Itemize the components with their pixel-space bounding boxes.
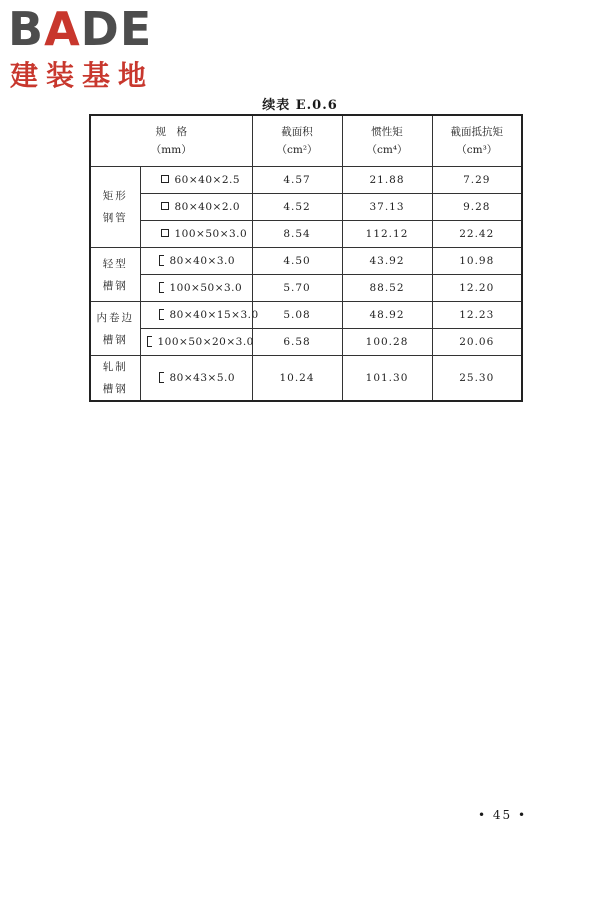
- spec-value: 80×40×15×3.0: [169, 309, 259, 321]
- table-row: [90, 275, 522, 302]
- channel-section-icon: [159, 309, 164, 320]
- header-inertia: [342, 115, 432, 167]
- area-value: 5.08: [252, 302, 342, 329]
- modulus-value: 22.42: [432, 221, 522, 248]
- modulus-value: 7.29: [432, 167, 522, 194]
- group-name-line2: 槽钢: [102, 333, 128, 346]
- modulus-value: 10.98: [432, 248, 522, 275]
- logo-subtitle: 建装基地: [10, 59, 155, 92]
- channel-section-icon: [159, 255, 164, 266]
- header-spec-unit: （mm）: [150, 144, 192, 156]
- inertia-value: 101.30: [342, 356, 432, 402]
- table-row: [90, 167, 522, 194]
- header-spec-label: 规 格: [155, 126, 187, 138]
- channel-section-icon: [159, 372, 164, 383]
- rect-tube-section-icon: [161, 175, 169, 183]
- area-value: 5.70: [252, 275, 342, 302]
- inertia-value: 100.28: [342, 329, 432, 356]
- table-row: [90, 329, 522, 356]
- table-body: [90, 167, 522, 402]
- modulus-value: 25.30: [432, 356, 522, 402]
- group-name-line1: 轧制: [102, 361, 128, 373]
- inertia-value: 88.52: [342, 275, 432, 302]
- page-number: • 45 •: [478, 808, 528, 822]
- group-name-line2: 槽钢: [102, 383, 128, 395]
- channel-section-icon: [159, 282, 164, 293]
- group-name-line2: 槽钢: [102, 279, 128, 292]
- group-name-line1: 矩形: [102, 190, 128, 202]
- spec-cell: [140, 329, 252, 356]
- inertia-value: 21.88: [342, 167, 432, 194]
- logo-brand: BADE: [8, 2, 153, 56]
- modulus-value: 20.06: [432, 329, 522, 356]
- spec-value: 80×43×5.0: [169, 372, 236, 384]
- area-value: 10.24: [252, 356, 342, 402]
- group-name-line1: 轻型: [102, 257, 128, 270]
- channel-section-icon: [147, 336, 152, 347]
- group-name-line1: 内卷边: [96, 311, 134, 324]
- header-modulus-unit: （cm³）: [456, 144, 498, 156]
- group-name: [90, 302, 140, 356]
- modulus-value: 12.20: [432, 275, 522, 302]
- spec-value: 100×50×3.0: [169, 282, 243, 294]
- spec-value: 100×50×20×3.0: [157, 336, 254, 348]
- modulus-value: 12.23: [432, 302, 522, 329]
- area-value: 4.50: [252, 248, 342, 275]
- table-caption: 续表 E.0.6: [262, 98, 338, 113]
- spec-cell: [140, 275, 252, 302]
- area-value: 8.54: [252, 221, 342, 248]
- table-row: [90, 302, 522, 329]
- table-row: [90, 356, 522, 402]
- header-modulus-label: 截面抵抗矩: [450, 126, 504, 138]
- spec-cell: [140, 248, 252, 275]
- group-name-line2: 钢管: [102, 212, 128, 224]
- area-value: 4.57: [252, 167, 342, 194]
- bade-logo: [8, 4, 188, 94]
- spec-value: 80×40×3.0: [169, 255, 236, 267]
- table-row: [90, 194, 522, 221]
- spec-cell: [140, 302, 259, 329]
- inertia-value: 37.13: [342, 194, 432, 221]
- header-inertia-label: 惯性矩: [371, 126, 403, 138]
- group-name: [90, 356, 140, 402]
- header-area: [252, 115, 342, 167]
- table-row: [90, 221, 522, 248]
- section-properties-table: [89, 114, 523, 402]
- area-value: 6.58: [252, 329, 342, 356]
- table-header-row: [90, 115, 522, 167]
- spec-cell: [140, 221, 252, 248]
- table-row: [90, 248, 522, 275]
- spec-value: 100×50×3.0: [174, 228, 248, 240]
- inertia-value: 43.92: [342, 248, 432, 275]
- area-value: 4.52: [252, 194, 342, 221]
- rect-tube-section-icon: [161, 229, 169, 237]
- spec-cell: [140, 194, 252, 221]
- spec-value: 80×40×2.0: [174, 201, 241, 213]
- spec-cell: [140, 356, 252, 402]
- spec-cell: [140, 167, 252, 194]
- group-name: [90, 248, 140, 302]
- modulus-value: 9.28: [432, 194, 522, 221]
- header-area-label: 截面积: [281, 126, 313, 138]
- inertia-value: 112.12: [342, 221, 432, 248]
- header-area-unit: （cm²）: [276, 144, 318, 156]
- spec-value: 60×40×2.5: [174, 174, 241, 186]
- header-spec: [90, 115, 252, 167]
- inertia-value: 48.92: [342, 302, 432, 329]
- rect-tube-section-icon: [161, 202, 169, 210]
- header-inertia-unit: （cm⁴）: [366, 144, 408, 156]
- group-name: [90, 167, 140, 248]
- header-modulus: [432, 115, 522, 167]
